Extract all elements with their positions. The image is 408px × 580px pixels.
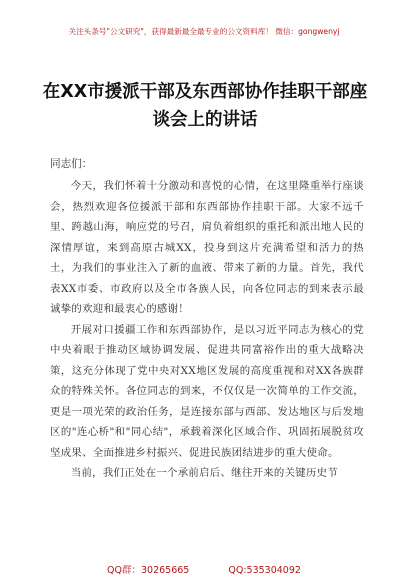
- document-title: 在XX市援派干部及东西部协作挂职干部座谈会上的讲话: [42, 82, 368, 130]
- footer-qq: QQ:535304092: [228, 565, 301, 576]
- page-footer: [0, 562, 408, 576]
- footer-qq-group: QQ群：30265665: [107, 565, 190, 576]
- document-body: [50, 176, 364, 484]
- paragraph: 当前，我们正处在一个承前启后、继往开来的关键历史节: [70, 467, 339, 479]
- page-header: [0, 0, 408, 58]
- paragraph: 开展对口援疆工作和东西部协作，是以习近平同志为核心的党中央着眼于推动区域协调发展、促进共同富裕作出的重大战略决策，这充分体现了党中央对XX地区发展的高度重视和对XX各族群众的特殊关怀。各位同志的到来，不仅仅是一次简单的工作交流，更是一项光荣的政治任务，是连接东部与西部、发达地区与后发地区的"连心桥"和"同心结"，承载着深化区域合作、巩固拓展脱贫攻坚成果、全面推进乡村振兴、促进民族团结进步的重大使命。: [50, 323, 364, 459]
- paragraph: 今天，我们怀着十分激动和喜悦的心情，在这里隆重举行座谈会，热烈欢迎各位援派干部和东西部协作挂职干部。大家不远千里、跨越山海，响应党的号召，肩负着组织的重托和派出地人民的深情厚谊，来到高原古城XX，投身到这片充满希望和活力的热土，为我们的事业注入了新的血液、带来了新的力量。首先，我代表XX市委、市政府以及全市各族人民，向各位同志的到来表示最诚挚的欢迎和最衷心的感谢！: [50, 180, 364, 315]
- greeting: 同志们：: [50, 158, 93, 170]
- header-promo-note: 关注头条号"公文研究"，获得最新最全最专业的公文资料库！ 微信：gongwenyj: [68, 27, 340, 36]
